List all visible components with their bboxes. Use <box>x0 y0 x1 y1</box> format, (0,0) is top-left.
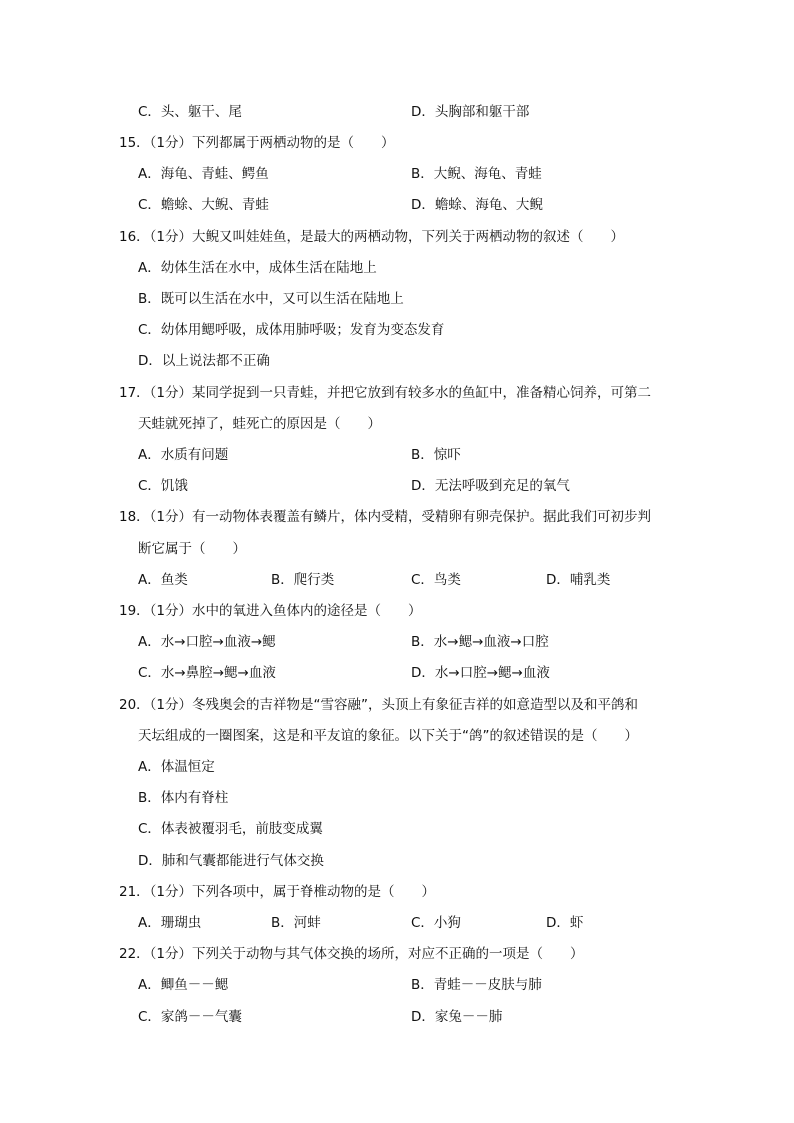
q18-option-b: B．爬行类 <box>271 572 335 588</box>
q19-option-b: B．水→鳃→血液→口腔 <box>411 634 549 650</box>
q15-stem: 15．（1分）下列都属于两栖动物的是（ ） <box>119 135 395 151</box>
q17-option-c: C．饥饿 <box>138 478 188 494</box>
q20-stem-continued: 天坛组成的一圈图案，这是和平友谊的象征。以下关于“鸽”的叙述错误的是（ ） <box>138 728 638 744</box>
q18-stem-continued: 断它属于（ ） <box>138 541 246 557</box>
q18-option-a: A．鱼类 <box>138 572 188 588</box>
q17-stem-continued: 天蛙就死掉了，蛙死亡的原因是（ ） <box>138 416 381 432</box>
q16-stem: 16．（1分）大鲵又叫娃娃鱼，是最大的两栖动物，下列关于两栖动物的叙述（ ） <box>119 229 625 245</box>
q18-option-c: C．鸟类 <box>411 572 461 588</box>
q19-stem: 19．（1分）水中的氧进入鱼体内的途径是（ ） <box>119 603 422 619</box>
q18-stem: 18．（1分）有一动物体表覆盖有鳞片，体内受精，受精卵有卵壳保护。据此我们可初步判 <box>119 509 652 525</box>
q14-option-c: C．头、躯干、尾 <box>138 104 242 120</box>
q22-stem: 22．（1分）下列关于动物与其气体交换的场所，对应不正确的一项是（ ） <box>119 946 584 962</box>
q21-option-b: B．河蚌 <box>271 915 321 931</box>
q19-option-d: D．水→口腔→鳃→血液 <box>411 665 550 681</box>
q17-option-a: A．水质有问题 <box>138 447 229 463</box>
q20-option-a: A．体温恒定 <box>138 759 215 775</box>
q16-option-b: B．既可以生活在水中，又可以生活在陆地上 <box>138 291 404 307</box>
q15-option-c: C．蟾蜍、大鲵、青蛙 <box>138 197 269 213</box>
q17-stem: 17．（1分）某同学捉到一只青蛙，并把它放到有较多水的鱼缸中，准备精心饲养，可第二 <box>119 385 652 401</box>
q20-option-c: C．体表被覆羽毛，前肢变成翼 <box>138 821 323 837</box>
q22-option-c: C．家鸽－－气囊 <box>138 1009 242 1025</box>
q17-option-d: D．无法呼吸到充足的氧气 <box>411 478 570 494</box>
q15-option-a: A．海龟、青蛙、鳄鱼 <box>138 166 269 182</box>
q16-option-d: D．以上说法都不正确 <box>138 353 270 369</box>
q21-stem: 21．（1分）下列各项中，属于脊椎动物的是（ ） <box>119 884 436 900</box>
q22-option-d: D．家兔－－肺 <box>411 1009 503 1025</box>
q19-option-a: A．水→口腔→血液→鳃 <box>138 634 276 650</box>
q14-option-d: D．头胸部和躯干部 <box>411 104 530 120</box>
q15-option-b: B．大鲵、海龟、青蛙 <box>411 166 542 182</box>
q16-option-c: C．幼体用鳃呼吸，成体用肺呼吸；发育为变态发育 <box>138 322 445 338</box>
q20-stem: 20．（1分）冬残奥会的吉祥物是“雪容融”，头顶上有象征吉祥的如意造型以及和平鸽和 <box>119 697 639 713</box>
q21-option-a: A．珊瑚虫 <box>138 915 202 931</box>
q22-option-a: A．鲫鱼－－鳃 <box>138 977 229 993</box>
q16-option-a: A．幼体生活在水中，成体生活在陆地上 <box>138 260 377 276</box>
q18-option-d: D．哺乳类 <box>546 572 611 588</box>
q22-option-b: B．青蛙－－皮肤与肺 <box>411 977 542 993</box>
q17-option-b: B．惊吓 <box>411 447 461 463</box>
q20-option-b: B．体内有脊柱 <box>138 790 229 806</box>
q21-option-c: C．小狗 <box>411 915 461 931</box>
q19-option-c: C．水→鼻腔→鳃→血液 <box>138 665 276 681</box>
q20-option-d: D．肺和气囊都能进行气体交换 <box>138 853 324 869</box>
q21-option-d: D．虾 <box>546 915 584 931</box>
q15-option-d: D．蟾蜍、海龟、大鲵 <box>411 197 543 213</box>
